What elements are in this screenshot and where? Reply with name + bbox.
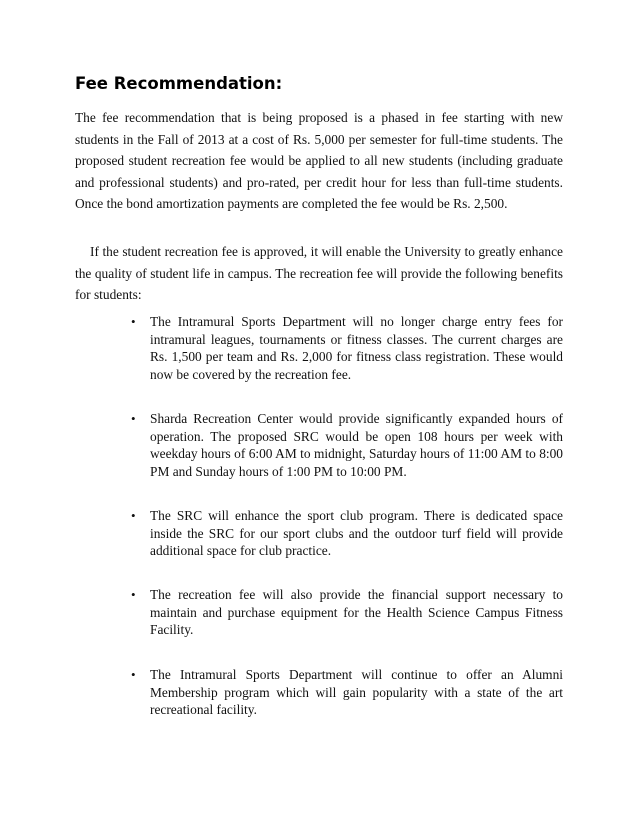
list-item xyxy=(131,313,563,383)
list-item xyxy=(131,507,563,560)
list-item-text: The Intramural Sports Department will continue to offer an Alumni Membership program which will gain popularity with a state of the art recreational facility. xyxy=(150,667,563,718)
bullet-icon: • xyxy=(131,314,136,329)
list-item-text: The SRC will enhance the sport club program. There is dedicated space inside the SRC for our sport clubs and the outdoor turf field will provide additional space for club practice. xyxy=(150,508,563,559)
bullet-icon: • xyxy=(131,667,136,682)
bullet-icon: • xyxy=(131,587,136,602)
list-item-text: The recreation fee will also provide the financial support necessary to maintain and purchase equipment for the Health Science Campus Fitness Facility. xyxy=(150,587,563,638)
bullet-icon: • xyxy=(131,508,136,523)
fee-paragraph: The fee recommendation that is being proposed is a phased in fee starting with new students in the Fall of 2013 at a cost of Rs. 5,000 per semester for full-time students. The proposed student recreation fee would be applied to all new students (including graduate and professional students) and pro-rated, per credit hour for less than full-time students. Once the bond amortization payments are completed the fee would be Rs. 2,500. xyxy=(75,110,563,211)
list-item xyxy=(131,666,563,719)
list-item-text: The Intramural Sports Department will no longer charge entry fees for intramural leagues, tournaments or fitness classes. The current charges are Rs. 1,500 per team and Rs. 2,000 for fitness class registration. These would now be covered by the recreation fee. xyxy=(150,314,563,382)
benefits-intro-paragraph: If the student recreation fee is approved, it will enable the University to greatly enhance the quality of student life in campus. The recreation fee will provide the following benefits for students: xyxy=(75,244,563,302)
list-item-text: Sharda Recreation Center would provide significantly expanded hours of operation. The proposed SRC would be open 108 hours per week with weekday hours of 6:00 AM to midnight, Saturday hours of 11:00 AM to 8:00 PM and Sunday hours of 1:00 PM to 10:00 PM. xyxy=(150,411,563,479)
list-item xyxy=(131,410,563,480)
bullet-icon: • xyxy=(131,411,136,426)
list-item xyxy=(131,586,563,639)
section-heading: Fee Recommendation: xyxy=(75,74,283,93)
